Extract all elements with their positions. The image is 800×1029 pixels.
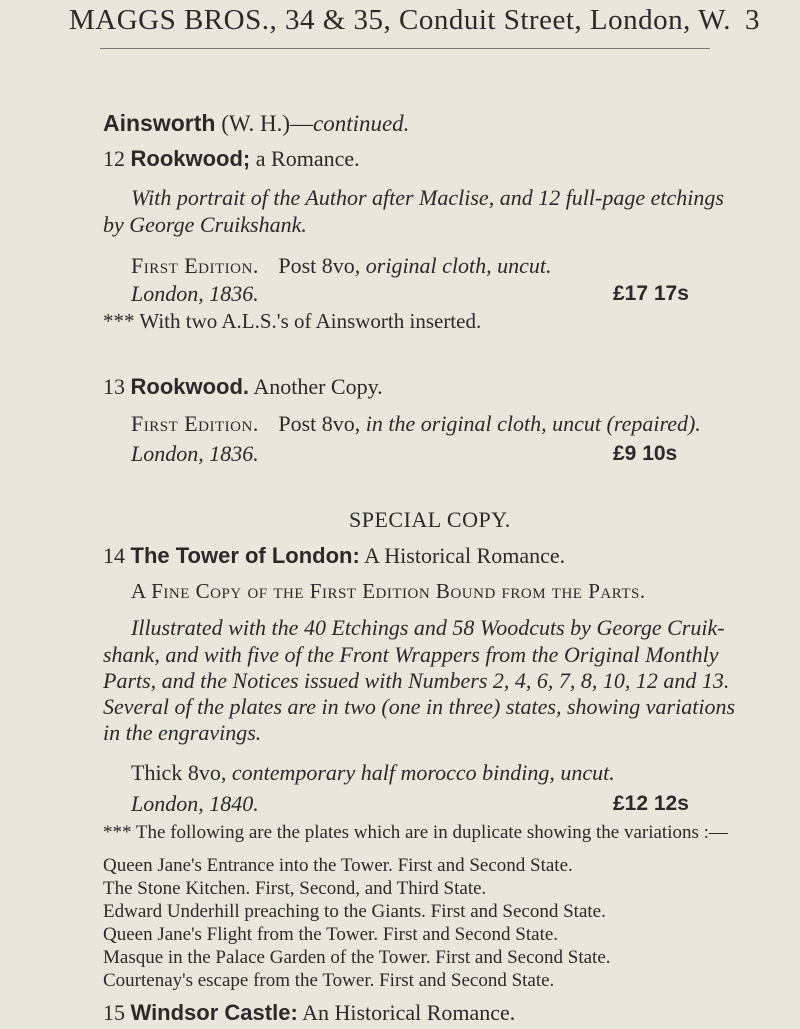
edition-line	[131, 253, 552, 279]
binding: in the original cloth, uncut (repaired).	[365, 411, 701, 436]
lot-subtitle: a Romance.	[255, 146, 360, 171]
lot-15-line	[103, 1000, 515, 1026]
plate-list-item: Edward Underhill preaching to the Giants. First and Second State.	[103, 901, 606, 922]
edition-label: First Edition.	[131, 253, 259, 278]
price: £12 12s	[613, 792, 689, 815]
lot-14-line	[103, 543, 565, 569]
lot-title: Windsor Castle:	[130, 1000, 298, 1025]
lot-description: Illustrated with the 40 Etchings and 58 Woodcuts by George Cruik-	[131, 615, 725, 640]
format: Post 8vo,	[278, 253, 361, 278]
plate-list-item: Queen Jane's Flight from the Tower. First and Second State.	[103, 924, 559, 945]
lot-description: shank, and with five of the Front Wrappers from the Original Monthly	[103, 642, 719, 667]
lot-description: in the engravings.	[103, 720, 262, 745]
lot-number: 13	[103, 374, 125, 399]
binding-line	[131, 760, 615, 786]
lot-subtitle: A Historical Romance.	[364, 543, 566, 568]
imprint: London, 1836.	[131, 281, 259, 306]
lot-title: Rookwood;	[130, 146, 251, 171]
lot-description: Several of the plates are in two (one in three) states, showing variations	[103, 694, 736, 719]
price: £9 10s	[613, 442, 678, 465]
plate-list-item: The Stone Kitchen. First, Second, and Third State.	[103, 878, 487, 899]
imprint: London, 1840.	[131, 791, 259, 816]
lot-description: Parts, and the Notices issued with Numbers 2, 4, 6, 7, 8, 10, 12 and 13.	[103, 668, 730, 693]
page-header	[0, 0, 800, 48]
edition-label: First Edition.	[131, 411, 259, 436]
special-copy-label: SPECIAL COPY.	[349, 507, 511, 532]
lot-title: Rookwood.	[130, 374, 250, 399]
price: £17 17s	[613, 282, 689, 305]
lot-number: 14	[103, 543, 125, 568]
lot-13-line	[103, 374, 383, 400]
plate-list-item: Courtenay's escape from the Tower. First and Second State.	[103, 970, 555, 991]
plate-list-item: Queen Jane's Entrance into the Tower. First and Second State.	[103, 855, 573, 876]
edition-line	[131, 411, 701, 437]
lot-number: 15	[103, 1000, 125, 1025]
lot-subtitle: An Historical Romance.	[302, 1000, 516, 1025]
continued-label: continued.	[312, 111, 410, 136]
fine-copy-line: A Fine Copy of the First Edition Bound from the Parts.	[131, 579, 646, 603]
imprint: London, 1836.	[131, 441, 259, 466]
lot-subtitle: Another Copy.	[253, 374, 383, 399]
header-title: MAGGS BROS., 34 & 35, Conduit Street, London, W.	[68, 4, 732, 36]
lot-number: 12	[103, 146, 125, 171]
header-rule	[100, 48, 710, 49]
author-initials: (W. H.)—	[221, 111, 313, 136]
lot-description: With portrait of the Author after Maclise, and 12 full-page etchings	[131, 185, 724, 210]
binding: original cloth, uncut.	[365, 253, 552, 278]
lot-note: *** With two A.L.S.'s of Ainsworth inserted.	[103, 309, 482, 333]
author-heading	[103, 110, 409, 137]
plate-list-item: Masque in the Palace Garden of the Tower. First and Second State.	[103, 947, 611, 968]
author-name: Ainsworth	[103, 110, 216, 136]
lot-12-line	[103, 146, 360, 172]
format: Thick 8vo,	[131, 760, 227, 785]
lot-title: The Tower of London:	[130, 543, 360, 568]
format: Post 8vo,	[278, 411, 361, 436]
lot-description: by George Cruikshank.	[103, 212, 307, 237]
binding: contemporary half morocco binding, uncut.	[231, 760, 615, 785]
page-number: 3	[745, 4, 760, 36]
lot-note: *** The following are the plates which are in duplicate showing the variations :—	[103, 822, 728, 843]
